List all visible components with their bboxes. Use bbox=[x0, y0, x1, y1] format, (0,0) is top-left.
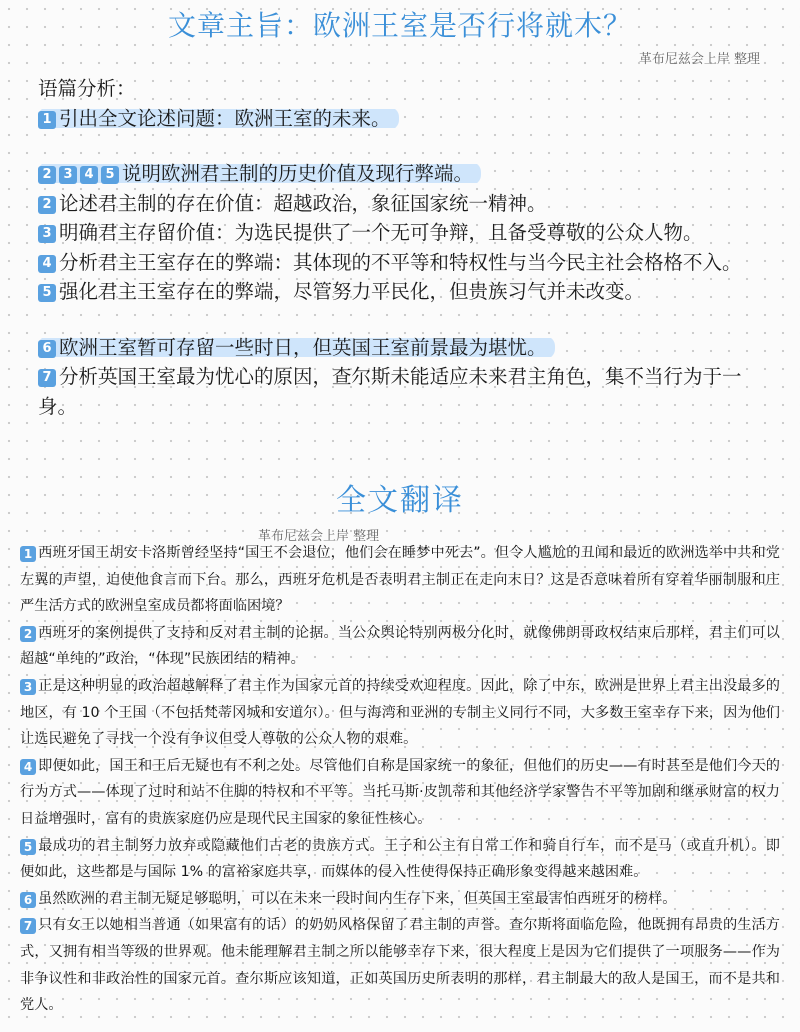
paragraph-number-badge: 4 bbox=[80, 166, 98, 184]
paragraph-number-badge: 5 bbox=[20, 839, 36, 855]
paragraph-number-badge: 3 bbox=[59, 166, 77, 184]
translation-paragraph bbox=[20, 912, 780, 1018]
paragraph-number-badge: 3 bbox=[38, 225, 56, 243]
analysis-item bbox=[38, 159, 768, 189]
translation-text: 正是这种明显的政治超越解释了君主作为国家元首的持续受欢迎程度。因此，除了中东，欧洲是世界上君主出没最多的地区，有 10 个王国（不包括梵蒂冈城和安道尔）。但与海湾和亚洲的专制主义同行不同，大多数王室幸存下来，因为他们让选民避免了寻找一个没有争议但受人尊敬的公众人物的艰难。 bbox=[20, 677, 780, 748]
translation-paragraph bbox=[20, 753, 780, 833]
translation-text: 虽然欧洲的君主制无疑足够聪明，可以在未来一段时间内生存下来，但英国王室最害怕西班牙的榜样。 bbox=[38, 890, 677, 907]
page-title: 文章主旨：欧洲王室是否行将就木？ bbox=[167, 9, 632, 42]
paragraph-number-badge: 2 bbox=[20, 626, 36, 642]
translation-paragraph bbox=[20, 833, 780, 886]
translation-paragraph bbox=[20, 886, 780, 913]
analysis-item-text: 欧洲王室暂可存留一些时日，但英国王室前景最为堪忧。 bbox=[59, 335, 547, 359]
discourse-analysis bbox=[38, 74, 768, 421]
analysis-item-text: 分析英国王室最为忧心的原因，查尔斯未能适应未来君主角色，集不当行为于一身。 bbox=[38, 365, 742, 418]
translation-text: 最成功的君主制努力放弃或隐藏他们古老的贵族方式。王子和公主有日常工作和骑自行车，而不是马（或直升机）。即便如此，这些都是与国际 1% 的富裕家庭共享，而媒体的侵入性使得保持正确形象变得越来越困难。 bbox=[20, 837, 780, 881]
analysis-item-text: 分析君主王室存在的弊端：其体现的不平等和特权性与当今民主社会格格不入。 bbox=[59, 250, 742, 274]
paragraph-number-badge: 4 bbox=[20, 759, 36, 775]
paragraph-number-badge: 4 bbox=[38, 255, 56, 273]
analysis-item bbox=[38, 362, 768, 421]
translation-text: 西班牙国王胡安卡洛斯曾经坚持“国王不会退位，他们会在睡梦中死去”。但令人尴尬的丑闻和最近的欧洲选举中共和党左翼的声望，迫使他食言而下台。那么，西班牙危机是否表明君主制正在走向末日？这是否意味着所有穿着华丽制服和庄严生活方式的欧洲皇室成员都将面临困境？ bbox=[20, 545, 780, 615]
analysis-item-text: 引出全文论述问题：欧洲王室的未来。 bbox=[59, 106, 391, 130]
analysis-label: 语篇分析： bbox=[38, 77, 136, 100]
paragraph-number-badge: 7 bbox=[38, 369, 56, 387]
paragraph-number-badge: 7 bbox=[20, 918, 36, 934]
analysis-item-text: 强化君主王室存在的弊端，尽管努力平民化，但贵族习气并未改变。 bbox=[59, 280, 645, 303]
translation-text: 即便如此，国王和王后无疑也有不利之处。尽管他们自称是国家统一的象征，但他们的历史——有时甚至是他们今天的行为方式——体现了过时和站不住脚的特权和不平等。当托马斯·皮凯蒂和其他经济学家警告不平等加剧和继承财富的权力日益增强时，富有的贵族家庭仍应是现代民主国家的象征性核心。 bbox=[20, 757, 780, 827]
paragraph-number-badge: 3 bbox=[20, 679, 36, 695]
paragraph-number-badge: 6 bbox=[38, 340, 56, 358]
full-translation bbox=[20, 540, 780, 1019]
analysis-item-text: 说明欧洲君主制的历史价值及现行弊端。 bbox=[122, 162, 474, 185]
analysis-item-text: 论述君主制的存在价值：超越政治，象征国家统一精神。 bbox=[59, 191, 547, 215]
translation-text: 西班牙的案例提供了支持和反对君主制的论据。当公众舆论特别两极分化时，就像佛朗哥政权结束后那样，君主们可以超越“单纯的”政治，“体现”民族团结的精神。 bbox=[20, 624, 780, 668]
analysis-item bbox=[38, 218, 768, 248]
paragraph-number-badge: 2 bbox=[38, 196, 56, 214]
paragraph-number-badge: 5 bbox=[101, 166, 119, 184]
section-title: 全文翻译 bbox=[336, 483, 464, 518]
paragraph-number-badge: 1 bbox=[38, 111, 56, 129]
watermark-2: 革布尼兹会上岸 整理 bbox=[258, 529, 380, 544]
analysis-item-text: 明确君主存留价值：为选民提供了一个无可争辩，且备受尊敬的公众人物。 bbox=[59, 221, 703, 244]
analysis-item bbox=[38, 189, 768, 219]
paragraph-number-badge: 2 bbox=[38, 166, 56, 184]
analysis-item bbox=[38, 333, 768, 363]
paragraph-number-badge: 6 bbox=[20, 892, 36, 908]
translation-paragraph bbox=[20, 540, 780, 620]
analysis-item bbox=[38, 248, 768, 278]
translation-paragraph bbox=[20, 673, 780, 753]
watermark: 革布尼兹会上岸 整理 bbox=[638, 52, 760, 67]
translation-paragraph bbox=[20, 620, 780, 673]
translation-text: 只有女王以她相当普通（如果富有的话）的奶奶风格保留了君主制的声誉。查尔斯将面临危险，他既拥有昂贵的生活方式，又拥有相当等级的世界观。他未能理解君主制之所以能够幸存下来，很大程度上是因为它们提供了一项服务——作为非争议性和非政治性的国家元首。查尔斯应该知道，正如英国历史所表明的那样，君主制最大的敌人是国王，而不是共和党人。 bbox=[20, 917, 780, 1014]
analysis-item bbox=[38, 277, 768, 307]
paragraph-number-badge: 5 bbox=[38, 284, 56, 302]
analysis-item bbox=[38, 104, 768, 134]
paragraph-number-badge: 1 bbox=[20, 546, 36, 562]
